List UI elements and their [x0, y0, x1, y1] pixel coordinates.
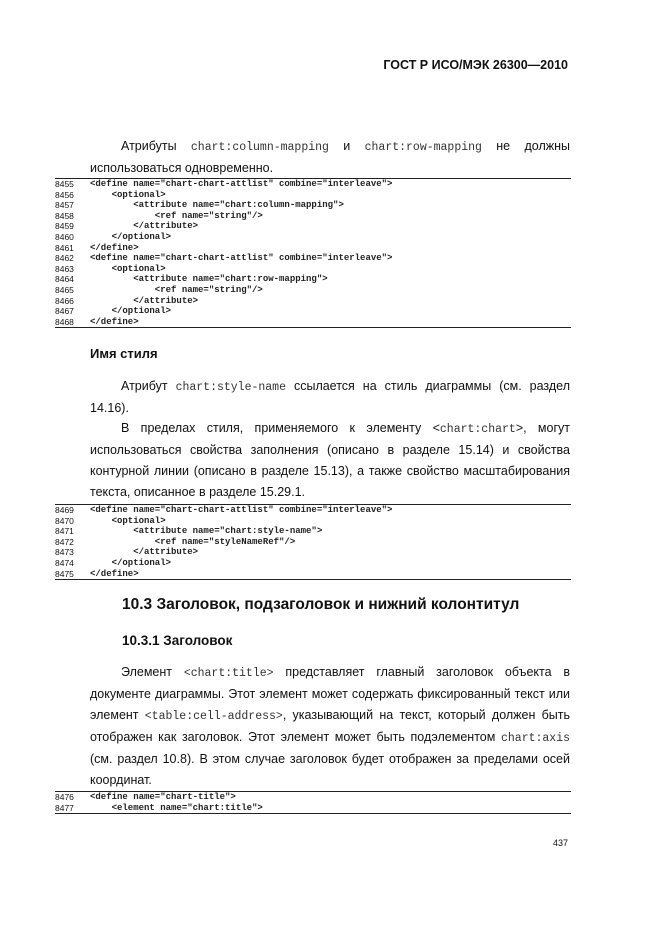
line-number: 8459	[55, 221, 74, 232]
code-line	[55, 253, 571, 264]
line-number: 8465	[55, 284, 74, 295]
code-text: <ref name="string"/>	[90, 210, 263, 221]
line-number: 8457	[55, 200, 74, 211]
code-line	[55, 211, 571, 222]
code-text: <attribute name="chart:column-mapping">	[90, 200, 344, 211]
code-line	[55, 221, 571, 232]
line-number: 8455	[55, 179, 74, 189]
line-number: 8462	[55, 253, 74, 264]
code-line	[55, 317, 571, 328]
code-text: </optional>	[90, 306, 172, 317]
code-text: <define name="chart-title">	[90, 792, 236, 802]
code-text: </attribute>	[90, 547, 199, 558]
code-line	[55, 306, 571, 317]
code-line	[55, 803, 571, 814]
code-text: <optional>	[90, 515, 166, 526]
code-text: </define>	[90, 316, 139, 327]
section-heading-10-3-1: 10.3.1 Заголовок	[122, 633, 233, 648]
line-number: 8470	[55, 515, 74, 526]
line-number: 8467	[55, 306, 74, 317]
code-line	[55, 285, 571, 296]
document-header: ГОСТ Р ИСО/МЭК 26300—2010	[383, 58, 568, 72]
code-line	[55, 264, 571, 275]
code-text: <define name="chart-chart-attlist" combine="interleave">	[90, 505, 393, 515]
code-text: <define name="chart-chart-attlist" combine="interleave">	[90, 253, 393, 264]
code-line	[55, 547, 571, 558]
page-number: 437	[552, 838, 568, 848]
section-heading-10-3: 10.3 Заголовок, подзаголовок и нижний колонтитул	[122, 596, 520, 613]
code-block-chart-title	[55, 791, 571, 814]
code-text: <ref name="styleNameRef"/>	[90, 536, 296, 547]
code-text: <attribute name="chart:row-mapping">	[90, 274, 328, 285]
code-line	[55, 516, 571, 527]
code-block-style-name	[55, 504, 571, 580]
line-number: 8463	[55, 263, 74, 274]
line-number: 8477	[55, 802, 74, 813]
line-number: 8475	[55, 568, 74, 579]
line-number: 8476	[55, 792, 74, 802]
code-text: </define>	[90, 242, 139, 253]
code-line	[55, 296, 571, 307]
line-number: 8471	[55, 526, 74, 537]
code-text: <ref name="string"/>	[90, 284, 263, 295]
line-number: 8456	[55, 189, 74, 200]
line-number: 8464	[55, 274, 74, 285]
code-line	[55, 232, 571, 243]
code-text: </optional>	[90, 231, 172, 242]
code-line	[55, 792, 571, 803]
section-heading-style-name: Имя стиля	[90, 346, 158, 361]
code-text: </attribute>	[90, 295, 199, 306]
code-line	[55, 569, 571, 580]
line-number: 8473	[55, 547, 74, 558]
code-line	[55, 200, 571, 211]
line-number: 8474	[55, 557, 74, 568]
code-line	[55, 274, 571, 285]
line-number: 8469	[55, 505, 74, 515]
line-number: 8472	[55, 536, 74, 547]
line-number: 8460	[55, 231, 74, 242]
code-line	[55, 190, 571, 201]
code-text: <optional>	[90, 189, 166, 200]
line-number: 8468	[55, 316, 74, 327]
code-line	[55, 558, 571, 569]
line-number: 8458	[55, 210, 74, 221]
line-number: 8461	[55, 242, 74, 253]
code-text: </define>	[90, 568, 139, 579]
code-text: <element name="chart:title">	[90, 802, 263, 813]
paragraph-style-name: Атрибут chart:style-name ссылается на стиль диаграммы (см. раздел 14.16).	[90, 379, 570, 415]
code-text: <define name="chart-chart-attlist" combine="interleave">	[90, 179, 393, 189]
code-text: </optional>	[90, 557, 172, 568]
code-line	[55, 537, 571, 548]
paragraph-mapping-note: Атрибуты chart:column-mapping и chart:row-mapping не должны использоваться одновременно.	[90, 139, 570, 175]
code-line	[55, 505, 571, 516]
paragraph-style-properties: В пределах стиля, применяемого к элементу <chart:chart>, могут использоваться свойства заполнения (описано в разделе 15.14) и свойства контурной линии (описано в разделе 15.13), а также свойство масштабирования текста, описанное в разделе 15.29.1.	[90, 421, 570, 499]
code-line	[55, 179, 571, 190]
code-text: </attribute>	[90, 221, 199, 232]
code-block-mapping	[55, 178, 571, 328]
paragraph-chart-title: Элемент <chart:title> представляет главный заголовок объекта в документе диаграммы. Этот элемент может содержать фиксированный текст или элемент <table:cell-address>, указывающий на текст, который должен быть отображен как заголовок. Этот элемент может быть подэлементом chart:axis (см. раздел 10.8). В этом случае заголовок будет отображен за пределами осей координат.	[90, 665, 571, 787]
code-text: <optional>	[90, 263, 166, 274]
code-line	[55, 243, 571, 254]
code-text: <attribute name="chart:style-name">	[90, 526, 323, 537]
line-number: 8466	[55, 295, 74, 306]
code-line	[55, 526, 571, 537]
